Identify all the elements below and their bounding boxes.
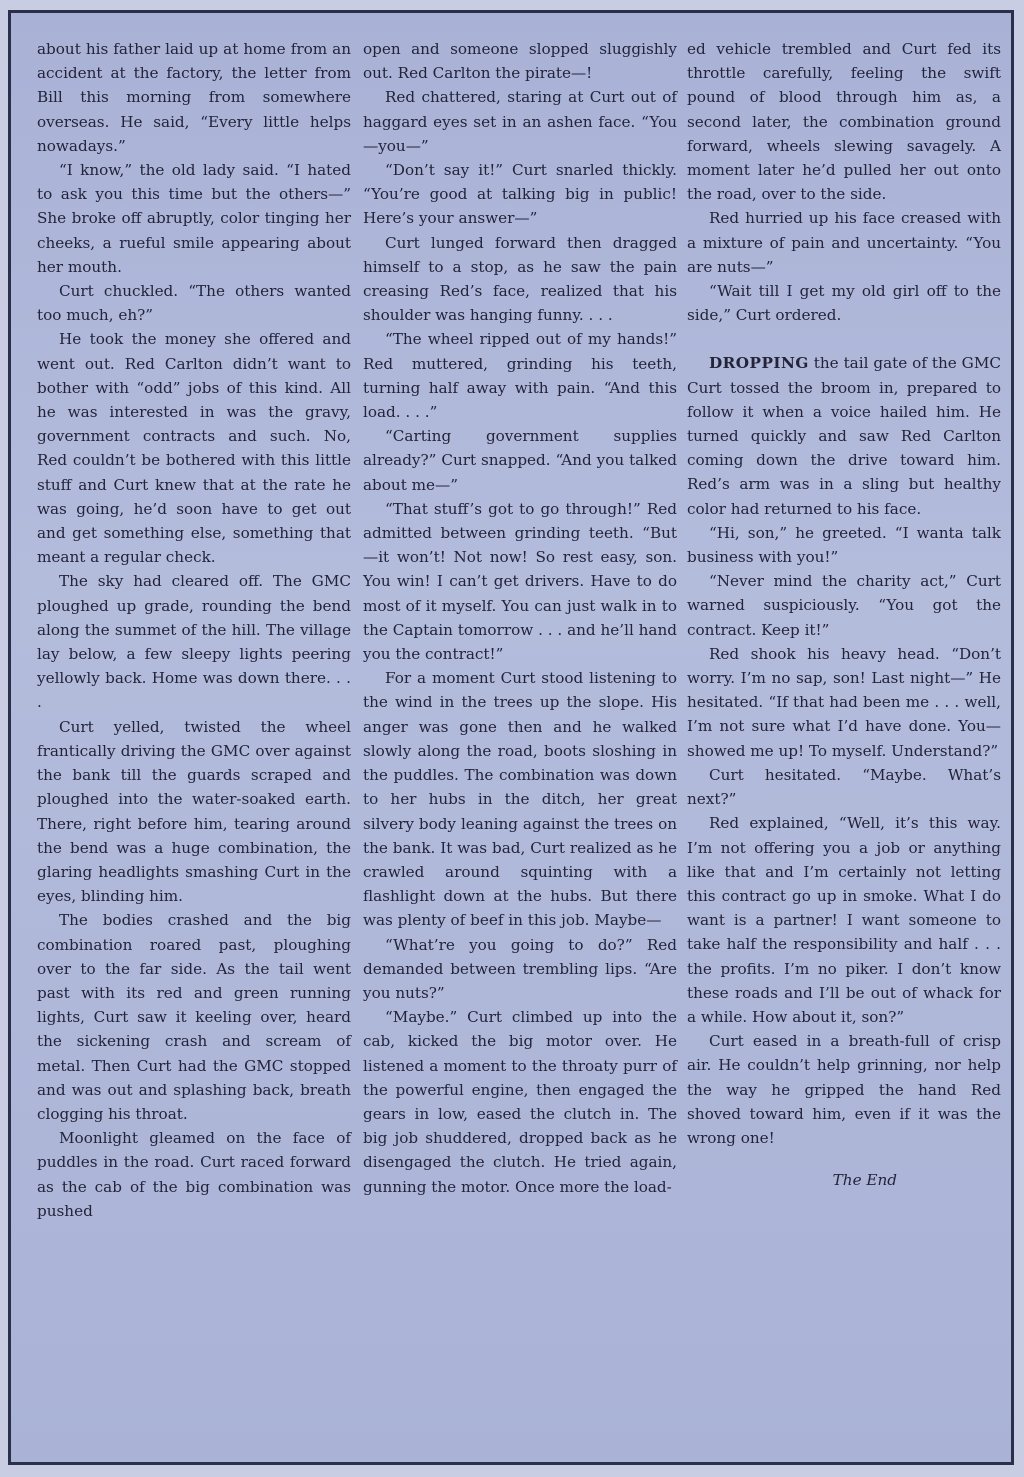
section-opening-paragraph xyxy=(687,351,1001,520)
paragraph: Red explained, “Well, it’s this way. I’m not offering you a job or anything like that and I’m certainly not letting this contract go up in smoke. What I do want is a partner! I want someone to take half the responsibility and half . . . the profits. I’m no piker. I don’t know these roads and I’ll be out of whack for a while. How about it, son?” xyxy=(687,814,1001,1026)
paragraph: Curt hesitated. “Maybe. What’s next?” xyxy=(687,765,1001,809)
paragraph: For a moment Curt stood listening to the wind in the trees up the slope. His anger was gone then and he walked slowly along the road, boots sloshing in the puddles. The combination was down to her hubs in the ditch, her great silvery body leaning against the trees on the bank. It was bad, Curt realized as he crawled around squinting with a flashlight down at the hubs. But there was plenty of beef in this job. Maybe— xyxy=(363,669,677,930)
section-opening-text: the tail gate of the GMC Curt tossed the broom in, prepared to follow it when a voice hailed him. He turned quickly and saw Red Carlton coming down the drive toward him. Red’s arm was in a sling but healthy color had returned to his face. xyxy=(687,354,1001,518)
paragraph: “The wheel ripped out of my hands!” Red muttered, grinding his teeth, turning half away with pain. “And this load. . . .” xyxy=(363,330,677,422)
paragraph: Curt eased in a breath-full of crisp air. He couldn’t help grinning, nor help the way he gripped the hand Red shoved toward him, even if it was the wrong one! xyxy=(687,1032,1001,1147)
paragraph: “I know,” the old lady said. “I hated to ask you this time but the others—” She broke off abruptly, color tinging her cheeks, a rueful smile appearing about her mouth. xyxy=(37,161,351,276)
text-column-2 xyxy=(363,37,677,1199)
paragraph: open and someone slopped sluggishly out. Red Carlton the pirate—! xyxy=(363,40,677,83)
paragraph: “Don’t say it!” Curt snarled thickly. “You’re good at talking big in public! Here’s your answer—” xyxy=(363,161,677,228)
paragraph: “What’re you going to do?” Red demanded between trembling lips. “Are you nuts?” xyxy=(363,935,677,1002)
paragraph: “Never mind the charity act,” Curt warned suspiciously. “You got the contract. Keep it!” xyxy=(687,572,1001,639)
paragraph: Curt chuckled. “The others wanted too much, eh?” xyxy=(37,282,351,325)
paragraph: Moonlight gleamed on the face of puddles in the road. Curt raced forward as the cab of the big combination was pushed xyxy=(37,1129,351,1220)
paragraph: “Wait till I get my old girl off to the side,” Curt ordered. xyxy=(687,282,1001,325)
paragraph: “Hi, son,” he greeted. “I wanta talk business with you!” xyxy=(687,523,1001,567)
section-drop-word: DROPPING xyxy=(709,354,809,373)
the-end-label: The End xyxy=(832,1171,897,1190)
paragraph: He took the money she offered and went out. Red Carlton didn’t want to bother with “odd” jobs of this kind. All he was interested in was the gravy, government contracts and such. No, Red couldn’t be bothered with this little stuff and Curt knew that at the rate he was going, he’d soon have to get out and get something else, something that meant a regular check. xyxy=(37,330,351,567)
paragraph: Curt lunged forward then dragged himself to a stop, as he saw the pain creasing Red’s face, realized that his shoulder was hanging funny. . . . xyxy=(363,233,677,325)
paragraph: Red hurried up his face creased with a mixture of pain and uncertainty. “You are nuts—” xyxy=(687,209,1001,276)
paragraph: “Maybe.” Curt climbed up into the cab, kicked the big motor over. He listened a moment to the throaty purr of the powerful engine, then engaged the gears in low, eased the clutch in. The big job shuddered, dropped back as he disengaged the clutch. He tried again, gunning the motor. Once more the load- xyxy=(363,1008,677,1196)
paragraph: about his father laid up at home from an accident at the factory, the letter from Bill this morning from somewhere overseas. He said, “Every little helps nowadays.” xyxy=(37,40,351,155)
paragraph: ed vehicle trembled and Curt fed its throttle carefully, feeling the swift pound of blood through him as, a second later, the combination ground forward, wheels slewing savagely. A moment later he’d pulled her out onto the road, over to the side. xyxy=(687,40,1001,204)
paragraph: Red shook his heavy head. “Don’t worry. I’m no sap, son! Last night—” He hesitated. “If that had been me . . . well, I’m not sure what I’d have done. You—showed me up! To myself. Understand?” xyxy=(687,644,1001,760)
paragraph: Curt yelled, twisted the wheel frantically driving the GMC over against the bank till the guards scraped and ploughed into the water-soaked earth. There, right before him, tearing around the bend was a huge combination, the glaring headlights smashing Curt in the eyes, blinding him. xyxy=(37,717,351,906)
text-column-3 xyxy=(687,37,1001,1192)
text-column-1 xyxy=(37,37,351,1223)
printed-page xyxy=(8,10,1014,1465)
paragraph: The sky had cleared off. The GMC ploughed up grade, rounding the bend along the summet of the hill. The village lay below, a few sleepy lights peering yellowly back. Home was down there. . . . xyxy=(37,572,351,712)
paragraph: “That stuff’s got to go through!” Red admitted between grinding teeth. “But—it won’t! Not now! So rest easy, son. You win! I can’t get drivers. Have to do most of it myself. You can just walk in to the Captain tomorrow . . . and he’ll hand you the contract!” xyxy=(363,499,677,664)
paragraph: The bodies crashed and the big combination roared past, ploughing over to the far side. As the tail went past with its red and green running lights, Curt saw it keeling over, heard the sickening crash and scream of metal. Then Curt had the GMC stopped and was out and splashing back, breath clogging his throat. xyxy=(37,911,351,1123)
paragraph: Red chattered, staring at Curt out of haggard eyes set in an ashen face. “You—you—” xyxy=(363,88,677,155)
paragraph: “Carting government supplies already?” Curt snapped. “And you talked about me—” xyxy=(363,427,677,494)
